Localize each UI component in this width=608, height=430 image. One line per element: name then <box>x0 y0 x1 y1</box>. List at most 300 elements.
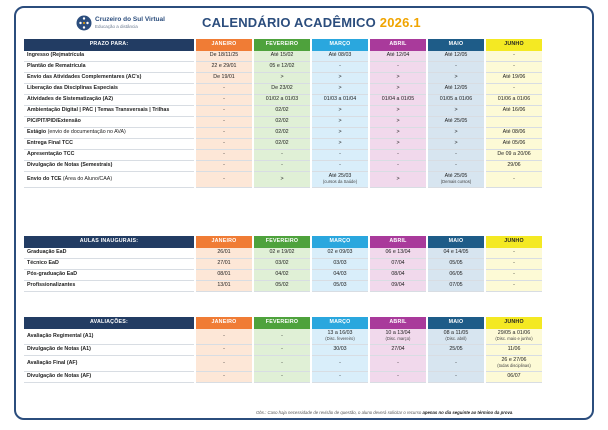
month-header: MARÇO <box>312 236 368 248</box>
row-label <box>24 329 194 345</box>
date-cell <box>312 106 368 117</box>
month-header: ABRIL <box>370 317 426 329</box>
table-row <box>24 51 542 62</box>
date-cell <box>486 259 542 270</box>
date-value: 27/04 <box>391 346 405 353</box>
date-value: 30/03 <box>333 346 347 353</box>
table-row <box>24 270 542 281</box>
date-cell <box>254 106 310 117</box>
date-cell <box>254 248 310 259</box>
date-value: 01/03 a 01/04 <box>323 96 357 103</box>
cross-logo-icon <box>76 15 92 31</box>
date-value: 05/02 <box>275 282 289 289</box>
date-value: Até 08/06 <box>502 129 526 136</box>
month-header: MAIO <box>428 236 484 248</box>
date-cell <box>254 139 310 150</box>
date-cell <box>370 281 426 292</box>
date-cell <box>312 345 368 356</box>
date-cell <box>370 345 426 356</box>
date-cell <box>196 51 252 62</box>
row-label-text: Liberação das Disciplinas Especiais <box>27 85 118 92</box>
date-value: > <box>280 74 284 81</box>
date-cell <box>312 84 368 95</box>
date-cell <box>428 51 484 62</box>
date-value: De 23/02 <box>271 85 293 92</box>
date-note: (Demais cursos) <box>440 179 472 185</box>
row-label-text: PIC/PIT/PID/Extensão <box>27 118 81 125</box>
month-header: FEVEREIRO <box>254 236 310 248</box>
date-value: - <box>223 373 225 380</box>
table-row <box>24 329 542 345</box>
date-value: 02/02 <box>275 107 289 114</box>
date-cell <box>486 139 542 150</box>
date-cell <box>428 372 484 383</box>
date-value: 02 e 19/02 <box>269 249 295 256</box>
date-value: 11/06 <box>507 346 521 353</box>
date-value: - <box>223 346 225 353</box>
header <box>16 8 592 38</box>
date-cell <box>486 73 542 84</box>
date-value: - <box>455 63 457 70</box>
table-row <box>24 117 542 128</box>
table-row <box>24 106 542 117</box>
table-row <box>24 150 542 161</box>
date-value: 29/06 <box>507 162 521 169</box>
date-value: Até 05/06 <box>502 140 526 147</box>
date-cell <box>196 259 252 270</box>
date-cell <box>196 248 252 259</box>
date-value: > <box>338 129 342 136</box>
date-cell <box>370 356 426 372</box>
month-header: MARÇO <box>312 317 368 329</box>
row-label-text: Atividades de Sistematização (A2) <box>27 96 113 103</box>
date-cell <box>254 73 310 84</box>
row-label-text: Entrega Final TCC <box>27 140 73 147</box>
date-value: > <box>454 129 458 136</box>
date-cell <box>428 117 484 128</box>
date-value: - <box>455 151 457 158</box>
date-value: > <box>396 107 400 114</box>
date-value: 02 e 09/03 <box>327 249 353 256</box>
date-cell <box>196 161 252 172</box>
date-value: 10 a 13/04 <box>385 330 411 337</box>
date-cell <box>312 117 368 128</box>
row-label-text: Estágio <box>27 129 47 136</box>
date-cell <box>428 95 484 106</box>
date-note: (Disc. março) <box>385 336 411 342</box>
date-cell <box>254 117 310 128</box>
date-note: (todas disciplinas) <box>497 363 531 369</box>
section-title: PRAZO PARA: <box>24 39 194 51</box>
date-value: De 18/11/25 <box>209 52 239 59</box>
month-header: MAIO <box>428 39 484 51</box>
date-value: - <box>455 162 457 169</box>
page-title <box>202 15 421 30</box>
row-label <box>24 372 194 383</box>
date-value: 29/05 a 01/06 <box>497 330 531 337</box>
date-value: - <box>223 140 225 147</box>
row-label <box>24 95 194 106</box>
date-value: - <box>223 151 225 158</box>
date-cell <box>428 281 484 292</box>
table-row <box>24 259 542 270</box>
date-cell <box>312 329 368 345</box>
date-cell <box>428 329 484 345</box>
table-row <box>24 281 542 292</box>
date-value: 22 e 29/01 <box>211 63 237 70</box>
row-label <box>24 73 194 84</box>
date-cell <box>312 95 368 106</box>
date-cell <box>312 356 368 372</box>
table-row <box>24 161 542 172</box>
month-header: ABRIL <box>370 39 426 51</box>
date-cell <box>486 172 542 188</box>
date-note: (Disc. abril) <box>445 336 467 342</box>
date-value: - <box>281 162 283 169</box>
row-label <box>24 51 194 62</box>
row-label-text: Avaliação Final (AF) <box>27 359 78 366</box>
row-label <box>24 117 194 128</box>
date-value: Até 25/05 <box>444 173 468 180</box>
date-value: 01/05 a 01/06 <box>439 96 473 103</box>
logo-name: Cruzeiro do Sul Virtual <box>95 16 165 23</box>
month-header: JANEIRO <box>196 39 252 51</box>
date-value: > <box>338 140 342 147</box>
date-value: - <box>397 151 399 158</box>
date-value: 05/03 <box>333 282 347 289</box>
date-value: 07/05 <box>449 282 463 289</box>
date-note: (Disc. maio e junho) <box>495 336 533 342</box>
date-cell <box>370 259 426 270</box>
table-row <box>24 62 542 73</box>
date-value: 25/05 <box>449 346 463 353</box>
date-cell <box>254 345 310 356</box>
date-value: 08 a 11/05 <box>443 330 469 337</box>
date-cell <box>254 95 310 106</box>
table-row <box>24 372 542 383</box>
month-header: JUNHO <box>486 39 542 51</box>
date-cell <box>254 62 310 73</box>
date-cell <box>254 51 310 62</box>
date-cell <box>312 172 368 188</box>
date-cell <box>486 117 542 128</box>
month-header: JUNHO <box>486 236 542 248</box>
row-label-note: (envio de documentação no AVA) <box>47 129 126 136</box>
date-cell <box>312 62 368 73</box>
date-value: 13 a 16/03 <box>327 330 353 337</box>
date-cell <box>370 161 426 172</box>
date-cell <box>312 270 368 281</box>
row-label-text: Pós-graduação EaD <box>27 271 78 278</box>
month-header: MAIO <box>428 317 484 329</box>
date-value: 07/04 <box>391 260 405 267</box>
row-label <box>24 150 194 161</box>
date-cell <box>428 172 484 188</box>
table-row <box>24 248 542 259</box>
row-label-text: Ingresso (Rejmatrícula <box>27 52 85 59</box>
date-value: - <box>397 162 399 169</box>
date-value: - <box>339 359 341 366</box>
date-value: Até 12/04 <box>386 52 410 59</box>
date-value: - <box>281 373 283 380</box>
date-cell <box>312 372 368 383</box>
date-value: - <box>339 162 341 169</box>
date-value: Até 15/02 <box>270 52 294 59</box>
row-label-text: Envio do TCE <box>27 175 62 182</box>
date-value: > <box>396 118 400 125</box>
date-cell <box>486 281 542 292</box>
date-value: - <box>281 151 283 158</box>
date-value: > <box>396 129 400 136</box>
month-header: FEVEREIRO <box>254 39 310 51</box>
date-cell <box>196 270 252 281</box>
date-value: > <box>396 85 400 92</box>
row-label-text: Divulgação de Notas (AF) <box>27 373 92 380</box>
date-value: - <box>281 359 283 366</box>
date-value: 01/04 a 01/05 <box>381 96 415 103</box>
date-cell <box>196 372 252 383</box>
footnote-text: Obs.: Caso haja necessidade de revisão de questão, o aluno deverá solicitar o recurso <box>256 410 422 415</box>
date-value: - <box>455 373 457 380</box>
date-cell <box>428 150 484 161</box>
date-cell <box>254 150 310 161</box>
date-value: - <box>223 118 225 125</box>
date-note: (Disc. fevereiro) <box>325 336 355 342</box>
row-label <box>24 172 194 188</box>
date-cell <box>254 372 310 383</box>
date-value: - <box>513 85 515 92</box>
date-value: 02/02 <box>275 118 289 125</box>
date-value: Até 25/05 <box>444 118 468 125</box>
row-label <box>24 259 194 270</box>
date-value: - <box>513 271 515 278</box>
date-cell <box>196 95 252 106</box>
row-label-text: Técnico EaD <box>27 260 59 267</box>
date-value: - <box>339 151 341 158</box>
date-cell <box>196 128 252 139</box>
date-cell <box>254 128 310 139</box>
date-value: - <box>223 107 225 114</box>
date-value: 04/02 <box>275 271 289 278</box>
date-cell <box>428 84 484 95</box>
date-cell <box>196 150 252 161</box>
date-cell <box>254 161 310 172</box>
deadlines-table <box>22 39 544 188</box>
row-label-note: (Área do Aluno/CAA) <box>62 175 113 182</box>
brand-logo <box>76 13 165 35</box>
date-cell <box>428 128 484 139</box>
table-row <box>24 345 542 356</box>
date-value: - <box>339 63 341 70</box>
date-cell <box>312 281 368 292</box>
row-label-text: Apresentação TCC <box>27 151 75 158</box>
date-cell <box>196 106 252 117</box>
date-value: 01/02 a 01/03 <box>265 96 299 103</box>
row-label-text: Graduação EaD <box>27 249 67 256</box>
table-row <box>24 84 542 95</box>
date-value: - <box>223 359 225 366</box>
date-cell <box>428 73 484 84</box>
date-cell <box>428 139 484 150</box>
section-title: AVALIAÇÕES: <box>24 317 194 329</box>
date-cell <box>428 106 484 117</box>
date-cell <box>370 84 426 95</box>
date-value: > <box>454 74 458 81</box>
row-label <box>24 106 194 117</box>
date-value: - <box>281 346 283 353</box>
date-value: - <box>223 332 225 339</box>
date-value: > <box>338 74 342 81</box>
date-cell <box>312 139 368 150</box>
section-header-row <box>24 236 542 248</box>
date-value: - <box>223 162 225 169</box>
date-cell <box>428 259 484 270</box>
inaugural-classes-table <box>22 236 544 292</box>
date-cell <box>196 117 252 128</box>
date-cell <box>254 270 310 281</box>
date-cell <box>312 73 368 84</box>
date-cell <box>196 329 252 345</box>
date-cell <box>486 270 542 281</box>
date-value: 09/04 <box>391 282 405 289</box>
date-value: 05 e 12/02 <box>269 63 295 70</box>
date-cell <box>254 172 310 188</box>
date-value: Até 19/06 <box>502 74 526 81</box>
table-row <box>24 139 542 150</box>
row-label <box>24 161 194 172</box>
date-cell <box>486 51 542 62</box>
date-value: - <box>513 282 515 289</box>
date-value: > <box>338 118 342 125</box>
date-cell <box>196 345 252 356</box>
date-cell <box>312 248 368 259</box>
date-cell <box>254 259 310 270</box>
date-value: > <box>454 107 458 114</box>
logo-subtitle: Educação a distância <box>95 24 138 29</box>
date-cell <box>370 128 426 139</box>
row-label <box>24 345 194 356</box>
date-value: > <box>396 140 400 147</box>
date-cell <box>428 161 484 172</box>
date-cell <box>486 84 542 95</box>
row-label-text: Plantão de Rematrícula <box>27 63 86 70</box>
row-label <box>24 281 194 292</box>
section-header-row <box>24 39 542 51</box>
date-cell <box>486 329 542 345</box>
date-value: De 19/01 <box>213 74 235 81</box>
date-value: - <box>397 63 399 70</box>
date-value: - <box>513 63 515 70</box>
date-cell <box>370 372 426 383</box>
footnote-end: . <box>512 410 514 415</box>
date-value: Até 12/05 <box>444 52 468 59</box>
row-label <box>24 139 194 150</box>
month-header: ABRIL <box>370 236 426 248</box>
date-value: > <box>396 175 400 182</box>
section-title: AULAS INAUGURAIS: <box>24 236 194 248</box>
month-header: JUNHO <box>486 317 542 329</box>
date-note: (cursos da Saúde) <box>322 179 358 185</box>
footnote <box>256 410 513 415</box>
date-cell <box>312 51 368 62</box>
date-value: 08/04 <box>391 271 405 278</box>
date-cell <box>486 128 542 139</box>
date-cell <box>370 117 426 128</box>
date-value: 04 e 14/05 <box>443 249 469 256</box>
date-cell <box>486 161 542 172</box>
date-value: 06/05 <box>449 271 463 278</box>
date-value: - <box>281 332 283 339</box>
footnote-emphasis: apenas no dia seguinte ao término da prova <box>422 410 513 415</box>
date-cell <box>428 356 484 372</box>
date-cell <box>428 248 484 259</box>
row-label <box>24 248 194 259</box>
date-value: > <box>280 175 284 182</box>
row-label-text: Profissionalizantes <box>27 282 76 289</box>
date-value: - <box>397 359 399 366</box>
title-year: 2026.1 <box>379 15 421 30</box>
date-value: 01/06 a 01/06 <box>497 96 531 103</box>
date-cell <box>370 329 426 345</box>
date-cell <box>254 281 310 292</box>
date-value: > <box>396 74 400 81</box>
date-cell <box>428 270 484 281</box>
date-value: 26/01 <box>217 249 231 256</box>
date-value: 08/01 <box>217 271 231 278</box>
date-cell <box>370 139 426 150</box>
date-cell <box>486 106 542 117</box>
date-cell <box>370 106 426 117</box>
date-cell <box>254 329 310 345</box>
date-cell <box>196 281 252 292</box>
month-header: JANEIRO <box>196 236 252 248</box>
date-cell <box>196 73 252 84</box>
date-cell <box>370 62 426 73</box>
date-cell <box>428 345 484 356</box>
date-value: 03/02 <box>275 260 289 267</box>
date-value: > <box>338 107 342 114</box>
date-cell <box>370 73 426 84</box>
date-cell <box>370 248 426 259</box>
date-value: 13/01 <box>217 282 231 289</box>
date-cell <box>196 84 252 95</box>
table-row <box>24 95 542 106</box>
date-cell <box>370 270 426 281</box>
date-cell <box>196 172 252 188</box>
date-cell <box>312 161 368 172</box>
date-cell <box>254 356 310 372</box>
table-row <box>24 172 542 188</box>
table-row <box>24 356 542 372</box>
row-label-text: Envio das Atividades Complementares (AC's) <box>27 74 142 81</box>
row-label-text: Avaliação Regimental (A1) <box>27 332 94 339</box>
date-value: De 09 a 20/06 <box>497 151 531 158</box>
date-value: 02/02 <box>275 129 289 136</box>
date-value: 03/03 <box>333 260 347 267</box>
date-value: Até 08/03 <box>328 52 352 59</box>
date-value: Até 25/03 <box>328 173 352 180</box>
row-label-text: Ambientação Digital | PAC | Temas Transversais | Trilhas <box>27 107 170 114</box>
date-cell <box>196 62 252 73</box>
date-value: - <box>513 249 515 256</box>
title-text: CALENDÁRIO ACADÊMICO <box>202 15 376 30</box>
date-cell <box>486 62 542 73</box>
calendar-frame <box>14 6 594 420</box>
section-header-row <box>24 317 542 329</box>
date-value: - <box>223 129 225 136</box>
date-cell <box>486 345 542 356</box>
date-value: - <box>223 96 225 103</box>
